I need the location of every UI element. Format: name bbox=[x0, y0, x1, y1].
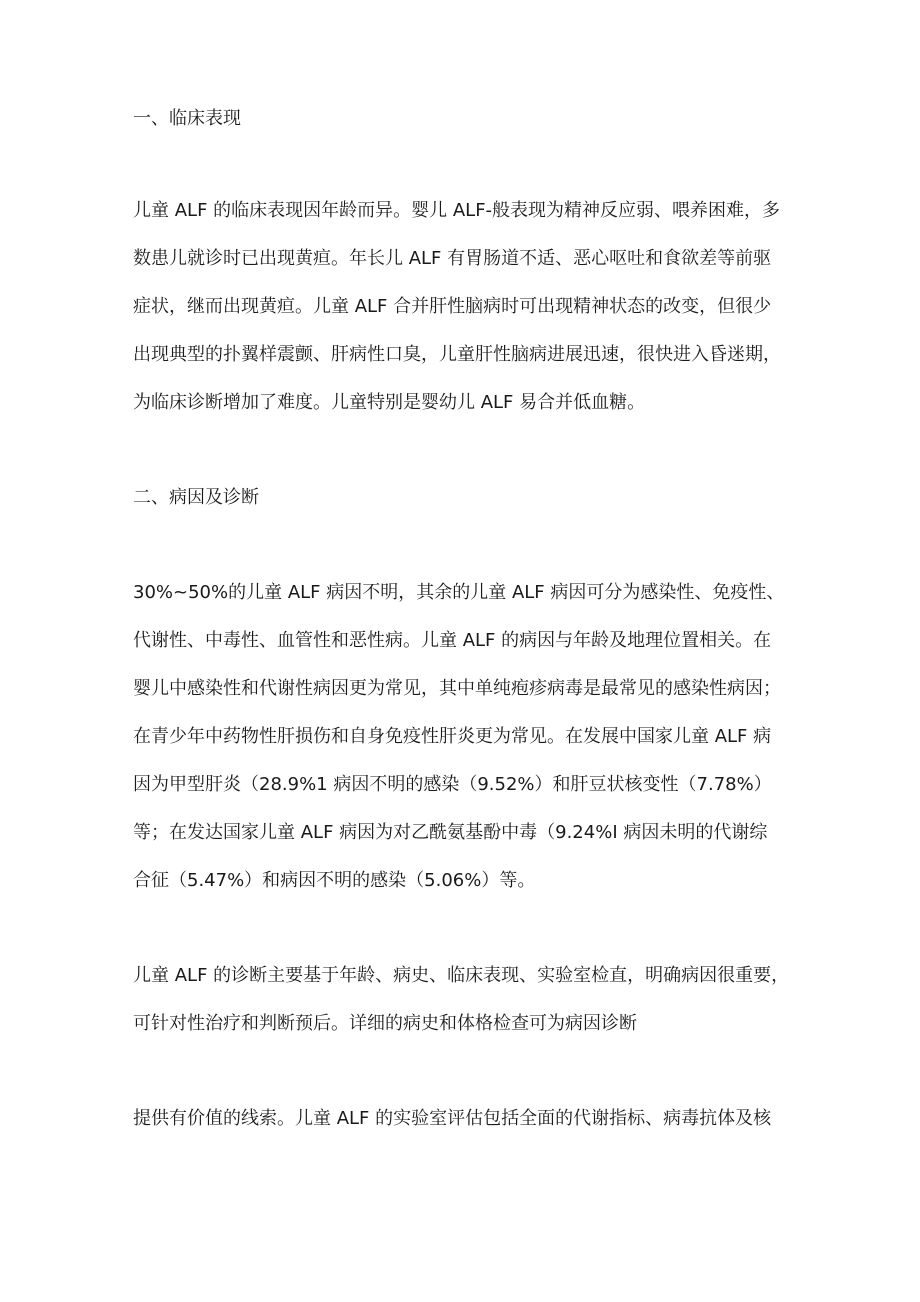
paragraph-line: 代谢性、中毒性、血管性和恶性病。儿童 ALF 的病因与年龄及地理位置相关。在 bbox=[133, 630, 772, 651]
paragraph-line: 出现典型的扑翼样震颤、肝病性口臭，儿童肝性脑病进展迅速，很快进入昏迷期， bbox=[133, 344, 781, 365]
paragraph-line: 在青少年中药物性肝损伤和自身免疫性肝炎更为常见。在发展中国家儿童 ALF 病 bbox=[133, 726, 772, 747]
paragraph-line: 儿童 ALF 的诊断主要基于年龄、病史、临床表现、实验室检直，明确病因很重要， bbox=[133, 965, 790, 986]
paragraph-line: 症状，继而出现黄疸。儿童 ALF 合并肝性脑病时可出现精神状态的改变，但很少 bbox=[133, 296, 772, 317]
section2-heading: 二、病因及诊断 bbox=[133, 487, 259, 508]
paragraph-line: 合征（5.47%）和病因不明的感染（5.06%）等。 bbox=[133, 870, 536, 891]
paragraph-line: 等；在发达国家儿童 ALF 病因为对乙酰氨基酚中毒（9.24%I 病因未明的代谢综 bbox=[133, 822, 768, 843]
paragraph-line: 因为甲型肝炎（28.9%1 病因不明的感染（9.52%）和肝豆状核变性（7.78%） bbox=[133, 774, 772, 795]
section1-heading: 一、临床表现 bbox=[133, 108, 241, 129]
paragraph-line: 为临床诊断增加了难度。儿童特别是婴幼儿 ALF 易合并低血糖。 bbox=[133, 392, 646, 413]
paragraph-line: 婴儿中感染性和代谢性病因更为常见，其中单纯疱疹病毒是最常见的感染性病因； bbox=[133, 678, 781, 699]
paragraph-line: 提供有价值的线索。儿童 ALF 的实验室评估包括全面的代谢指标、病毒抗体及核 bbox=[133, 1108, 772, 1129]
paragraph-line: 30%~50%的儿童 ALF 病因不明，其余的儿童 ALF 病因可分为感染性、免疫性、 bbox=[133, 582, 785, 603]
paragraph-line: 数患儿就诊时已出现黄疸。年长儿 ALF 有胃肠道不适、恶心呕吐和食欲差等前驱 bbox=[133, 248, 772, 269]
paragraph-line: 儿童 ALF 的临床表现因年龄而异。婴儿 ALF-般表现为精神反应弱、喂养困难，多 bbox=[133, 200, 781, 221]
paragraph-line: 可针对性治疗和判断预后。详细的病史和体格检查可为病因诊断 bbox=[133, 1013, 637, 1034]
